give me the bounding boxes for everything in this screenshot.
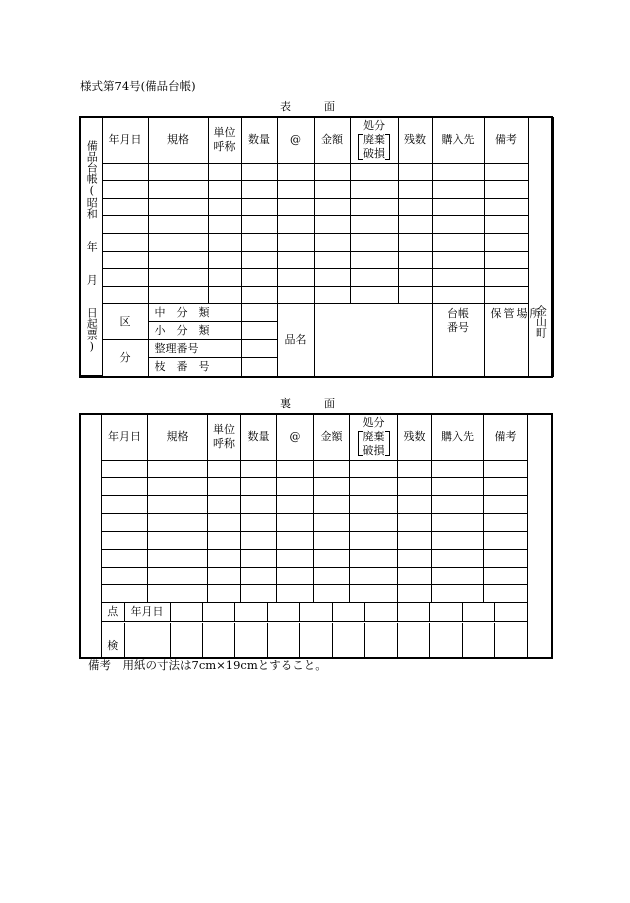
disposal-bot: 破損 [363,146,385,160]
inspect-date-label: 年月日 [124,603,170,621]
header-unit-label: 単位呼称 [213,126,236,154]
disposal-top: 処分 [363,119,385,133]
back-header-remarks: 備考 [484,414,528,461]
ku-cell: 区 [102,304,148,340]
item-name-label: 品名 [277,304,314,376]
back-disposal-bot: 破損 [362,443,385,457]
disposal-mid: 廃棄 [363,133,385,147]
back-side-title: 裏 面 [280,397,335,410]
back-header-qty: 数量 [241,414,277,461]
back-header-at: @ [277,414,314,461]
back-disposal-mid: 廃棄 [362,429,385,443]
ledger-no-label: 台帳番号 [432,304,484,376]
front-town-label: 金山町 [534,305,548,338]
back-outer-border [79,413,553,659]
header-date: 年月日 [102,117,148,163]
back-disposal-top: 処分 [362,416,385,430]
class-item-3: 整理番号 [148,340,241,358]
back-header-remain: 残数 [398,414,432,461]
header-qty: 数量 [241,117,277,163]
back-header-date: 年月日 [102,414,148,461]
back-header-vendor: 購入先 [432,414,484,461]
header-at: @ [277,117,314,163]
header-remarks: 備考 [484,117,528,163]
ten-cell: 点 [102,603,124,621]
back-header-spec: 規格 [148,414,208,461]
ken-cell: 検 [102,623,124,657]
footer-note: 備考 用紙の寸法は7cm×19cmとすること。 [88,658,327,672]
storage-label: 保管場所 [484,304,553,376]
back-header-unit-label: 単位呼称 [213,423,235,450]
front-side-title: 表 面 [280,100,335,113]
class-item-2: 小 分 類 [148,322,241,340]
back-header-amount: 金額 [314,414,350,461]
header-vendor: 購入先 [432,117,484,163]
bun-cell: 分 [102,340,148,376]
class-item-4: 枝 番 号 [148,358,241,376]
header-amount: 金額 [314,117,350,163]
form-title: 様式第74号(備品台帳) [80,79,196,93]
front-left-vertical-label: 備品台帳(昭和 年 月 日起票) [85,140,99,353]
front-outer-border [79,116,553,378]
header-remain: 残数 [398,117,432,163]
header-spec: 規格 [148,117,208,163]
class-item-1: 中 分 類 [148,304,241,322]
